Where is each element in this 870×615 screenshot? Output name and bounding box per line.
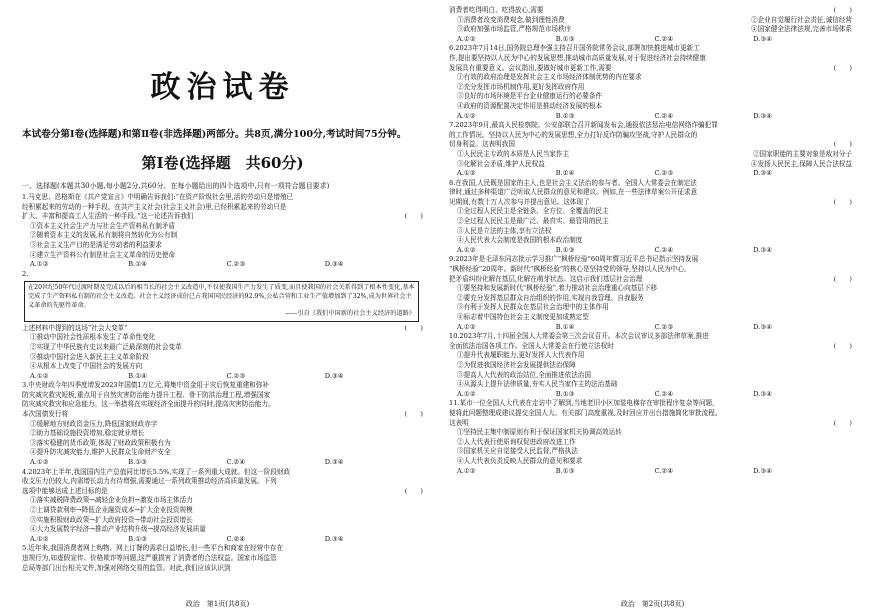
- statement-option: [449, 294, 852, 304]
- quote-text: 在20世纪50年代过渡时期及完成以后的相当长的社会主义改造中,不仅使我国生产力发生了质变,而且使我国的社会关系得到了根本性变化,基本完成了生产资料私有制的社会主义改造。社会主义经济成份已占我国国民经济的92.9%,公私合营和工业生产值增加到了32%,成为世界社会主义革命的先驱性革命。: [28, 284, 415, 309]
- question-text: [449, 342, 852, 352]
- answer-option: D.③④: [753, 389, 773, 398]
- statement-option: [449, 73, 852, 83]
- answer-option: D.③④: [753, 322, 773, 331]
- question-text: [449, 188, 852, 198]
- line-text: 全面依法治国各项工作。全国人大常委会在行使立法权时: [449, 341, 614, 350]
- option-pair: [449, 150, 852, 160]
- statement-option: [22, 420, 423, 430]
- answer-option: A.①②: [30, 534, 49, 543]
- answer-option: A.①②: [30, 458, 49, 467]
- question-list-left: [22, 193, 423, 279]
- line-text: ③社会主义生产目的是满足劳动者的利益要求: [30, 240, 162, 249]
- statement-option: ③化解社会矛盾,维护人民权益: [457, 159, 545, 168]
- question-text: [449, 6, 852, 16]
- question-text: [22, 381, 423, 391]
- line-text: ③人民是立法的主体,享有立法权: [457, 226, 552, 235]
- statement-option: ①人民民主专政的本质是人民当家作主: [457, 149, 570, 158]
- question-text: [449, 419, 852, 429]
- question-text: [449, 64, 852, 74]
- line-text: ①全过程人民民主是全链条、全方位、全覆盖的民主: [457, 207, 609, 216]
- statement-option: [449, 380, 852, 390]
- option-pair: [449, 16, 852, 26]
- line-text: 切身利益。这表明我国: [449, 140, 515, 149]
- line-text: ①要坚持和发展新时代“枫桥经验”,着力推动社会治理重心向基层下移: [457, 284, 658, 293]
- answer-blank: ( ): [404, 323, 423, 332]
- line-text: ②为促进我国经济社会发展提供法治保障: [457, 360, 576, 369]
- line-text: ②充分发挥市场机制作用,更好发挥政府作用: [457, 82, 585, 91]
- page-footer-left: 政治 第1页(共8页): [185, 600, 250, 608]
- answer-option: A.①②: [30, 371, 49, 380]
- line-text: 7.2023年9月,最高人民检察院、公安部联合召开新闻发布会,通报依法惩治电信网络诈骗犯罪: [449, 121, 718, 130]
- statement-option: [449, 303, 852, 313]
- line-text: ④政府的资源配置决定作用是推动经济发展的根本: [457, 101, 603, 110]
- question-text: [449, 275, 852, 285]
- question-text: [22, 400, 423, 410]
- answer-option: A.①②: [457, 111, 476, 120]
- line-text: 上述材料中提到的这场“社会大变革”: [22, 323, 128, 332]
- line-text: ①坚持民主集中制原则有利于保证国家机关协调高效运转: [457, 428, 622, 437]
- line-text: ④标志着中国特色社会主义制度更加成熟定型: [457, 313, 589, 321]
- line-text: 1.马克思、恩格斯在《共产党宣言》中明确告诉我们:“在资产阶级社会里,活的劳动只是增殖已: [22, 193, 294, 201]
- line-text: ②人大代表行使质询权促进政府改进工作: [457, 437, 576, 446]
- answer-option: D.③④: [753, 169, 773, 178]
- question-text: [22, 554, 423, 564]
- answer-blank: ( ): [404, 486, 423, 495]
- line-text: 防灾减灾救灾和应急能力。这一举措将在实现经济全面提升的同时,提高灾害防治能力。: [22, 400, 275, 409]
- line-text: ①推动中国社会性质根本发生了革命性变化: [30, 333, 156, 342]
- answer-options: [22, 535, 423, 545]
- line-text: ④从源头上提升法律质量,夯实人民当家作主的法治基础: [457, 380, 618, 389]
- answer-options: [449, 390, 852, 400]
- answer-option: A.①②: [457, 34, 476, 43]
- statement-option: [22, 448, 423, 458]
- question-text: [22, 544, 423, 554]
- line-text: ①有效的政府治理是发挥社会主义市场经济体制优势的内在要求: [457, 73, 642, 82]
- answer-option: D.③④: [753, 34, 773, 43]
- question-text: [449, 255, 852, 265]
- statement-option: [449, 217, 852, 227]
- answer-option: D.③④: [324, 534, 344, 543]
- answer-option: B.①③: [555, 389, 575, 398]
- statement-option: [449, 102, 852, 112]
- question-list-right: [449, 6, 852, 476]
- line-text: 发展具有重要意义。会议指出,要做好城市更新工作,需要: [449, 63, 612, 72]
- statement-option: [22, 439, 423, 449]
- answer-option: C.②④: [226, 458, 246, 467]
- answer-option: B.①④: [128, 260, 148, 269]
- line-text: ④大力发展数字经济→推动产业结构升级→提高经济发展质量: [30, 525, 206, 534]
- question-text: [449, 121, 852, 131]
- line-text: ③实施积极财政政策→扩大政府投资→带动社会投资增长: [30, 515, 193, 524]
- answer-blank: ( ): [833, 63, 852, 72]
- question-text: [22, 270, 423, 280]
- page-footer-right: 政治 第2页(共8页): [620, 600, 685, 608]
- line-text: ④从根本上改变了中国社会的发展方向: [30, 362, 143, 371]
- line-text: 经积累起来的劳动的一种手段。在共产主义社会(社会主义社会)里,已经积累起来的劳动只是: [22, 202, 287, 211]
- statement-option: [22, 525, 423, 535]
- line-text: ①缓解地方财政资金压力,降低国家财政赤字: [30, 419, 158, 428]
- statement-option: [22, 231, 423, 241]
- quote-box: [24, 281, 419, 321]
- paper-title: 政治试卷: [150, 70, 295, 105]
- question-text: [22, 468, 423, 478]
- statement-option: [22, 251, 423, 261]
- answer-option: B.①③: [128, 534, 148, 543]
- line-text: 这表明: [449, 418, 469, 427]
- answer-option: C.②③: [226, 371, 246, 380]
- statement-option: [22, 506, 423, 516]
- question-text: [22, 324, 423, 334]
- statement-option: [449, 83, 852, 93]
- line-text: ②实现了中华民族有史以来最广泛最深刻的社会变革: [30, 342, 182, 351]
- answer-option: C.②④: [654, 466, 674, 475]
- line-text: 违规行为,如虚假宣传、价格欺诈等问题,这严重损害了消费者的合法权益。国家市场监管: [22, 553, 277, 562]
- line-text: 选项中能够达成上述目标的是: [22, 486, 108, 495]
- statement-option: [22, 362, 423, 372]
- answer-option: C.②④: [654, 389, 674, 398]
- answer-blank: ( ): [833, 197, 852, 206]
- line-text: 总局等部门出台相关文件,加强对网络交易的监管。对此,我们应该认识到: [22, 563, 231, 572]
- statement-option: ②国家职能的主要对象是敌对分子: [753, 149, 852, 158]
- line-text: 11.某市一位全国人大代表在走访中了解到,当地老旧小区加装电梯存在审批程序复杂等问题,: [449, 399, 715, 408]
- line-text: 收支压力仍较大,内需增长动力有待增强,需要通过一系列政策推动经济高质量发展。下列: [22, 477, 277, 486]
- answer-blank: ( ): [833, 274, 852, 283]
- question-text: [449, 140, 852, 150]
- statement-option: [22, 241, 423, 251]
- line-text: 3.中央财政今年四季度增发2023年国债1万亿元,将集中资金用于灾后恢复重建和弥补: [22, 381, 269, 390]
- answer-option: B.①④: [555, 169, 575, 178]
- answer-option: A.①②: [457, 169, 476, 178]
- statement-option: [449, 284, 852, 294]
- answer-option: A.①②: [457, 389, 476, 398]
- question-text: [449, 409, 852, 419]
- statement-option: ①消费者改变消费观念,做到理性消费: [457, 15, 565, 24]
- question-list-left-2: [22, 324, 423, 573]
- line-text: ②要充分发挥基层群众自治组织的作用,实现自我管理、自我服务: [457, 293, 644, 302]
- question-text: [449, 265, 852, 275]
- statement-option: [449, 207, 852, 217]
- question-text: [22, 212, 423, 222]
- question-text: [449, 44, 852, 54]
- line-text: “枫桥经验”20周年。新时代“枫桥经验”的核心是坚持党的领导,坚持以人民为中心,: [449, 265, 687, 274]
- statement-option: ④发扬人民民主,保障人民合法权益: [750, 159, 852, 168]
- question-text: [22, 410, 423, 420]
- line-text: 的工作情况。坚持以人民为中心的发展思想,全力打好反诈防骗攻坚战,守护人民群众的: [449, 130, 698, 139]
- quote-source: ——引自《我们中国新的社会主义经济的道路》: [285, 310, 415, 318]
- line-text: ④建立生产资料公有制是社会主义革命的历史使命: [30, 250, 176, 259]
- line-text: 扩大、丰富和提高工人生活的一种手段。”这一论述告诉我们: [22, 212, 194, 221]
- statement-option: [22, 353, 423, 363]
- question-text: [22, 203, 423, 213]
- line-text: 防灾减灾救灾短板,重点用于自然灾害防治能力提升工程、骨干防洪治理工程,增强国家: [22, 390, 271, 399]
- answer-option: A.①②: [457, 322, 476, 331]
- answer-options: [449, 35, 852, 45]
- statement-option: [22, 496, 423, 506]
- answer-blank: ( ): [833, 140, 852, 149]
- answer-blank: ( ): [404, 410, 423, 419]
- answer-options: [449, 246, 852, 256]
- answer-option: C.②④: [654, 245, 674, 254]
- line-text: ③推动中国社会进入新民主主义革命阶段: [30, 352, 149, 361]
- section-desc: 一、选择题(本题共30小题,每小题2分,共60分。在每小题给出的四个选项中,只有一项符合题目要求): [22, 182, 330, 190]
- statement-option: ③政府加强市场监管,严格规范市场秩序: [457, 25, 572, 34]
- page-right: [435, 0, 870, 615]
- statement-option: [22, 222, 423, 232]
- option-pair: [449, 160, 852, 170]
- answer-options: [449, 323, 852, 333]
- answer-option: B.①③: [555, 466, 575, 475]
- line-text: 6.2023年7月14日,国务院总理李强主持召开国务院常务会议,部署加快推进城市更新工: [449, 44, 700, 53]
- answer-option: C.②③: [654, 322, 674, 331]
- line-text: ③提高人大代表的政治站位,全面推进依法治国: [457, 370, 591, 379]
- statement-option: [22, 333, 423, 343]
- answer-options: [449, 112, 852, 122]
- answer-option: B.①④: [555, 322, 575, 331]
- answer-options: [22, 458, 423, 468]
- statement-option: [449, 457, 852, 467]
- answer-option: D.③④: [324, 371, 344, 380]
- line-text: ③国家机关应自觉接受人民监督,严格执法: [457, 447, 578, 456]
- statement-option: [449, 227, 852, 237]
- section-title: 第Ⅰ卷(选择题 共60分): [141, 154, 304, 172]
- answer-option: A.①②: [457, 245, 476, 254]
- line-text: ③良好的市场环境是平台企业健康运行的必要条件: [457, 92, 603, 101]
- line-text: 律时,通过多种渠道广泛听取人民群众的意见和建议。例如,在一些法律草案公开征求意: [449, 188, 698, 197]
- answer-option: B.①④: [128, 371, 148, 380]
- statement-option: [449, 92, 852, 102]
- line-text: ②全过程人民民主是最广泛、最真实、最管用的民主: [457, 217, 609, 226]
- answer-option: C.②④: [654, 111, 674, 120]
- line-text: ③有利于发挥人民群众在基层社会治理中的主体作用: [457, 303, 609, 312]
- line-text: ③落实稳健的货币政策,体现了财政政策积极有为: [30, 438, 171, 447]
- statement-option: [449, 447, 852, 457]
- line-text: ①资本主义社会生产力与社会生产资料私有制矛盾: [30, 221, 176, 230]
- option-pair: [449, 25, 852, 35]
- answer-options: [22, 260, 423, 270]
- line-text: ①提升代表履职能力,更好发挥人大代表作用: [457, 351, 585, 360]
- line-text: ②助力基础设施投资增加,稳定就业增长: [30, 429, 145, 438]
- statement-option: [22, 343, 423, 353]
- paper-intro: 本试卷分第Ⅰ卷(选择题)和第Ⅱ卷(非选择题)两部分。共8页,满分100分,考试时间75分钟。: [22, 129, 407, 140]
- statement-option: [22, 429, 423, 439]
- answer-option: C.②③: [226, 260, 246, 269]
- statement-option: [449, 236, 852, 246]
- answer-option: D.③④: [324, 260, 344, 269]
- answer-option: A.①②: [457, 466, 476, 475]
- line-text: 10.2023年7月,十四届全国人大常委会第三次会议召开。本次会议审议多部法律草案,推进: [449, 332, 709, 341]
- answer-option: D.③④: [324, 458, 344, 467]
- question-text: [449, 332, 852, 342]
- line-text: 2.: [22, 269, 29, 278]
- line-text: 5.近年来,我国消费者网上购物、网上订餐的需求日益增长,但一些平台和商家在经营中存在: [22, 544, 284, 553]
- statement-option: [449, 428, 852, 438]
- statement-option: ②企业自觉履行社会责任,诚信经营: [750, 15, 852, 24]
- question-text: [22, 487, 423, 497]
- answer-blank: ( ): [833, 418, 852, 427]
- line-text: 本次国债发行将: [22, 410, 69, 419]
- answer-blank: ( ): [404, 212, 423, 221]
- line-text: ②上调贷款利率→降低企业融资成本→扩大企业投资规模: [30, 506, 193, 514]
- line-text: 作,提出要坚持以人民为中心的发展思想,推动城市高质量发展,对于促进经济社会持续健康: [449, 53, 706, 62]
- statement-option: [449, 313, 852, 323]
- line-text: ②随着资本主义的发展,私有制将自然转化为公有制: [30, 231, 178, 240]
- question-text: [449, 54, 852, 64]
- line-text: 4.2023年上半年,我国国内生产总值同比增长5.5%,实现了一系列重大成就。但这一阶段财政: [22, 467, 291, 476]
- question-text: [449, 179, 852, 189]
- question-text: [449, 131, 852, 141]
- line-text: ④人大代表负责反映人民群众的意见和要求: [457, 456, 583, 465]
- statement-option: [449, 351, 852, 361]
- question-text: [22, 564, 423, 574]
- line-text: ①落实减税降费政策→减轻企业负担→激发市场主体活力: [30, 496, 193, 505]
- line-text: 消费者吃得明白、吃得放心,需要: [449, 6, 544, 14]
- answer-option: D.③④: [753, 111, 773, 120]
- statement-option: ④国家健全法律法规,完善市场体系: [750, 25, 852, 34]
- answer-option: D.③④: [753, 245, 773, 254]
- line-text: 9.2023年是毛泽东同志批示学习推广“枫桥经验”60周年暨习近平总书记指示坚持发展: [449, 255, 699, 264]
- answer-blank: ( ): [833, 341, 852, 350]
- question-text: [449, 399, 852, 409]
- line-text: ④提升防灾减灾能力,维护人民群众生命财产安全: [30, 448, 171, 457]
- line-text: ④人民代表大会制度是我国的根本政治制度: [457, 236, 583, 245]
- answer-options: [449, 169, 852, 179]
- statement-option: [449, 371, 852, 381]
- answer-option: A.①②: [30, 260, 49, 269]
- statement-option: [449, 438, 852, 448]
- answer-option: B.①③: [555, 245, 575, 254]
- question-text: [22, 193, 423, 203]
- line-text: 把矛盾纠纷化解在基层,化解在萌芽状态。这启示我们基层社会治理: [449, 274, 643, 283]
- answer-option: B.①③: [555, 111, 575, 120]
- statement-option: [22, 516, 423, 526]
- answer-option: C.②③: [654, 169, 674, 178]
- answer-option: C.②④: [654, 34, 674, 43]
- question-text: [22, 477, 423, 487]
- answer-option: D.③④: [753, 466, 773, 475]
- answer-option: B.①③: [128, 458, 148, 467]
- line-text: 便将此问题整理成建议提交全国人大。有关部门高度重视,及时回应并出台措施简化审批流程。: [449, 408, 722, 417]
- answer-options: [22, 372, 423, 382]
- answer-options: [449, 467, 852, 477]
- statement-option: [449, 361, 852, 371]
- line-text: 见期间,有数十万人次参与并提出意见。这体现了: [449, 197, 590, 206]
- line-text: 8.在我国,人民既是国家的主人,也是社会主义法治的参与者。全国人大常委会在制定法: [449, 178, 697, 187]
- answer-option: C.②④: [226, 534, 246, 543]
- answer-option: B.①③: [555, 34, 575, 43]
- answer-blank: ( ): [833, 6, 852, 14]
